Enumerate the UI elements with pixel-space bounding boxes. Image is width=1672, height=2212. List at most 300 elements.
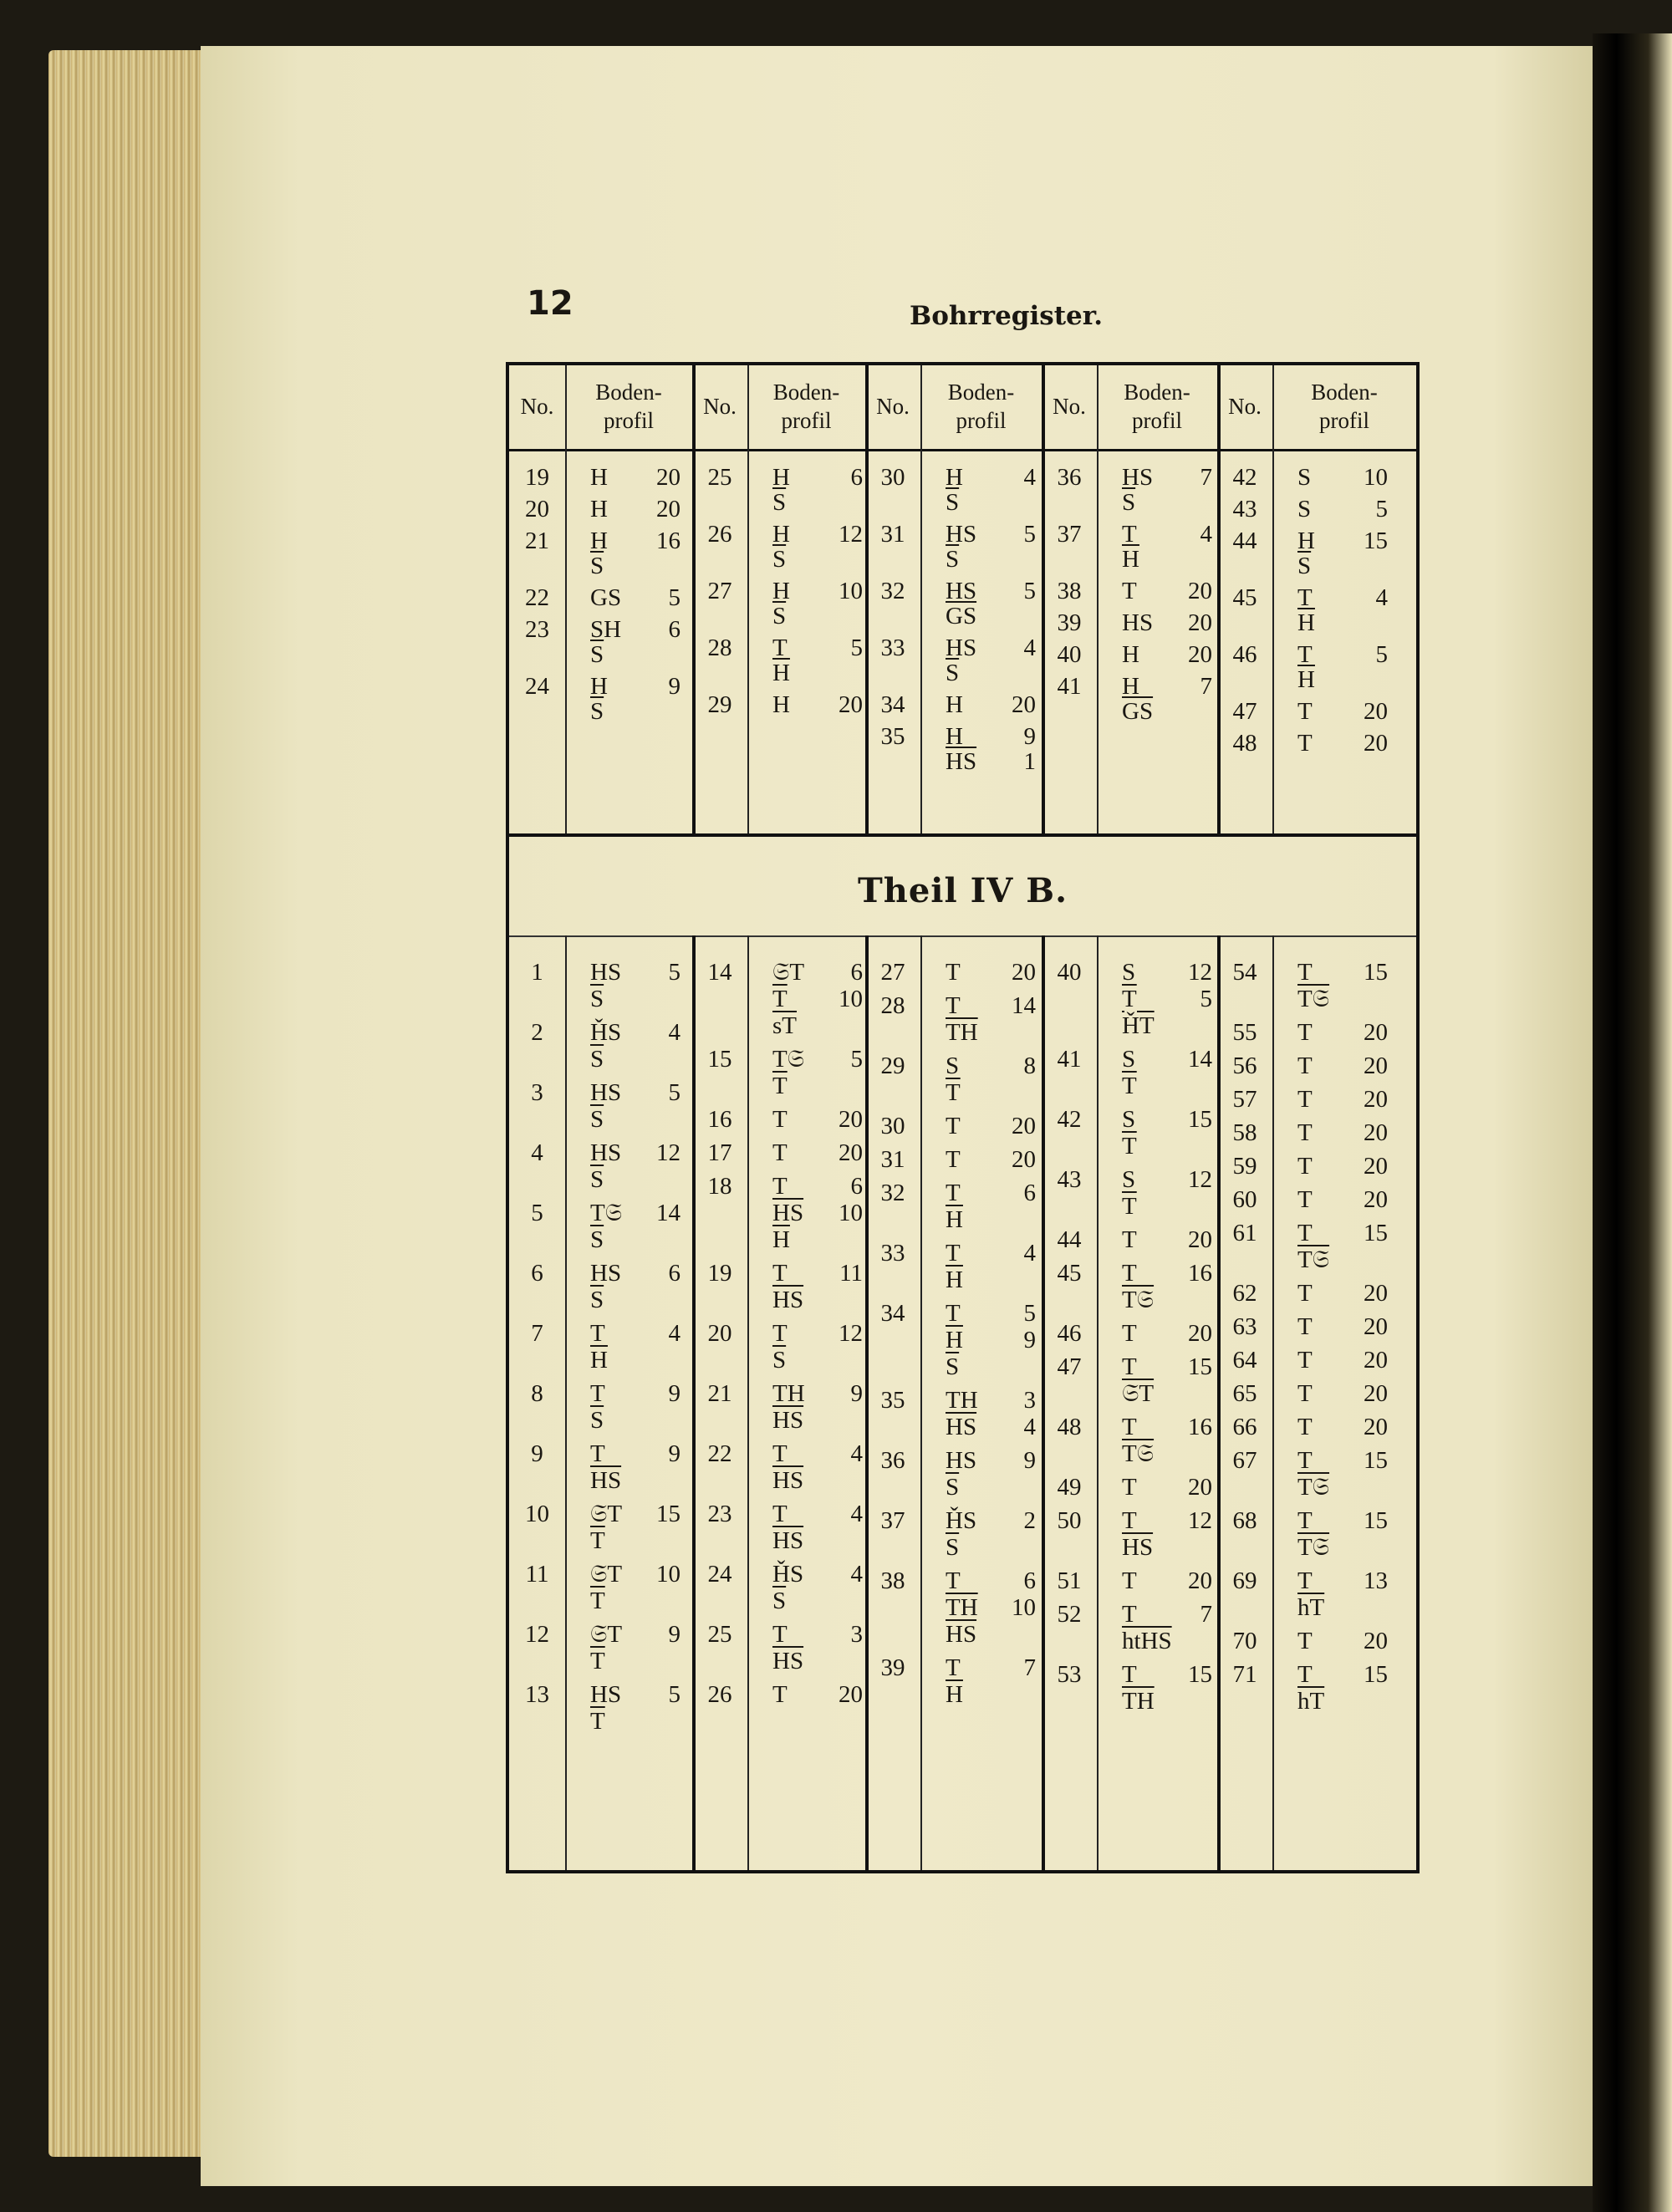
soil-depth <box>1004 1355 1036 1379</box>
soil-code: T <box>1297 1347 1313 1374</box>
soil-profile-line <box>590 1201 681 1226</box>
soil-code: $\overline{S}$ <box>772 489 787 516</box>
soil-code: T <box>1122 1414 1137 1440</box>
soil-depth: 6 <box>1023 1567 1036 1594</box>
vrule-part2-inner <box>1097 935 1099 1870</box>
soil-code: T <box>946 1240 961 1267</box>
soil-profile-line <box>946 636 1036 660</box>
soil-profile-line <box>946 1355 1036 1379</box>
entry-number: 55 <box>1232 1019 1257 1046</box>
soil-code: T <box>1122 1661 1137 1688</box>
entry-number: 15 <box>707 1046 732 1073</box>
soil-profile-line <box>1122 1228 1212 1252</box>
soil-code: $\overline{S}$ <box>590 1166 604 1193</box>
soil-code: T <box>590 1380 605 1407</box>
soil-depth: 13 <box>1364 1567 1388 1594</box>
soil-profile-line <box>946 491 1036 515</box>
entry-number: 36 <box>1057 464 1082 491</box>
soil-depth: 20 <box>1188 641 1212 668</box>
soil-code: T <box>772 1106 788 1133</box>
entry-number: 29 <box>707 691 732 718</box>
entry-number: 56 <box>1232 1052 1257 1079</box>
soil-profile-line <box>946 693 1036 717</box>
soil-code: $\overline{S}$ <box>772 1588 787 1614</box>
soil-profile-line <box>590 987 681 1012</box>
soil-code: $\overline{HS}$ <box>772 1200 804 1226</box>
soil-code: T <box>946 992 961 1019</box>
soil-profile-line <box>772 548 863 572</box>
soil-profile-line <box>1122 961 1212 985</box>
soil-depth <box>831 491 863 515</box>
soil-profile-line <box>590 497 681 522</box>
soil-depth: 16 <box>1188 1414 1212 1440</box>
entry-number: 38 <box>880 1567 905 1594</box>
entry-number: 60 <box>1232 1186 1257 1213</box>
soil-depth: 20 <box>1188 1226 1212 1253</box>
soil-profile-line <box>772 1175 863 1199</box>
soil-code: $\overline{T}$ <box>590 1588 605 1614</box>
soil-profile-line <box>1122 1261 1212 1286</box>
soil-code: $\overline{S}$ <box>946 1534 960 1561</box>
soil-code: 𝔖T <box>772 959 805 986</box>
entry-number: 3 <box>531 1079 543 1106</box>
soil-depth <box>831 548 863 572</box>
soil-profile-line <box>590 1047 681 1072</box>
entry-number: 68 <box>1232 1507 1257 1534</box>
soil-depth: 5 <box>668 1079 681 1106</box>
soil-depth: 20 <box>839 691 863 718</box>
entry-number: 17 <box>707 1139 732 1166</box>
entry-number: 31 <box>880 1146 905 1173</box>
soil-depth <box>649 643 681 667</box>
soil-profile-line <box>1297 1449 1388 1473</box>
soil-code: T <box>1297 641 1313 668</box>
entry-number: 23 <box>525 616 549 643</box>
entry-number: 34 <box>880 1300 905 1327</box>
soil-code: T𝔖 <box>1122 1287 1155 1313</box>
soil-profile-line <box>1122 466 1212 490</box>
soil-depth: 20 <box>1364 1628 1388 1654</box>
entry-number: 33 <box>880 635 905 661</box>
soil-code: T <box>1122 1226 1137 1253</box>
soil-profile-line <box>1297 1088 1388 1112</box>
soil-code: H <box>1297 528 1315 554</box>
soil-code: $\overline{S}$ <box>772 546 787 573</box>
soil-code: T𝔖 <box>590 1200 623 1226</box>
soil-profile-line <box>590 1683 681 1707</box>
soil-profile-line <box>590 529 681 553</box>
entry-number: 49 <box>1057 1474 1082 1501</box>
entry-number: 53 <box>1057 1661 1082 1688</box>
soil-code: T <box>1297 584 1313 611</box>
soil-depth: 20 <box>1364 1280 1388 1307</box>
soil-depth: 5 <box>668 959 681 986</box>
soil-code: $\overline{S}$ <box>590 1287 604 1313</box>
soil-depth <box>831 1228 863 1252</box>
entry-number: 24 <box>707 1561 732 1588</box>
soil-depth <box>831 1014 863 1038</box>
soil-depth: 15 <box>1364 1220 1388 1246</box>
soil-depth: 20 <box>1364 698 1388 725</box>
soil-profile-line <box>1297 586 1388 610</box>
vrule-part2-inner <box>565 935 567 1870</box>
soil-code: TH <box>946 1387 978 1414</box>
bohrregister-table <box>506 362 1420 1873</box>
soil-code: $\overline{H}$ <box>772 1226 790 1253</box>
soil-code: T <box>1297 1019 1313 1046</box>
soil-profile-line <box>1297 1248 1388 1272</box>
soil-code: $\overline{S}$ <box>946 660 960 686</box>
soil-profile-line <box>772 1108 863 1132</box>
soil-code: $\overline{S}$ <box>946 1474 960 1501</box>
soil-profile-line <box>1297 731 1388 756</box>
soil-depth: 20 <box>1012 1113 1036 1139</box>
soil-depth <box>649 1710 681 1734</box>
header-profil-5: Boden- profil <box>1311 380 1378 433</box>
entry-number: 31 <box>880 521 905 548</box>
soil-code: ȞS <box>946 1507 977 1534</box>
entry-number: 47 <box>1232 698 1257 725</box>
soil-depth <box>649 1348 681 1373</box>
soil-depth: 7 <box>1023 1654 1036 1681</box>
soil-depth: 20 <box>1364 1119 1388 1146</box>
soil-depth: 5 <box>850 635 863 661</box>
soil-code: T𝔖 <box>1297 1474 1330 1501</box>
soil-profile-line <box>772 1409 863 1433</box>
soil-depth <box>1356 554 1388 578</box>
soil-depth: 15 <box>1188 1353 1212 1380</box>
soil-profile-line <box>946 1208 1036 1232</box>
soil-code: ȞS <box>772 1561 804 1588</box>
soil-depth <box>831 661 863 686</box>
soil-code: $\overline{S}$ <box>590 641 604 668</box>
soil-code: HS <box>1122 609 1154 636</box>
vrule-part1-inner <box>1272 365 1274 833</box>
soil-depth <box>1356 1536 1388 1560</box>
soil-code: HS <box>590 1681 622 1708</box>
soil-profile-line <box>1297 554 1388 578</box>
soil-profile-line <box>772 1201 863 1226</box>
soil-profile-line <box>772 1623 863 1647</box>
vrule-part1-inner <box>747 365 749 833</box>
entry-number: 36 <box>880 1447 905 1474</box>
soil-depth: 2 <box>1023 1507 1036 1534</box>
soil-profile-line <box>1297 1690 1388 1714</box>
soil-code: GS <box>590 584 622 611</box>
soil-code: $\overline{T}$ <box>772 986 788 1012</box>
soil-code: $\overline{S}$ <box>590 986 604 1012</box>
soil-depth <box>1180 1442 1212 1466</box>
soil-profile-line <box>1297 466 1388 490</box>
soil-code: S <box>1122 1046 1136 1073</box>
soil-code: H <box>1122 641 1139 668</box>
soil-code: $\overline{S}$ <box>946 489 960 516</box>
soil-depth: 20 <box>1364 1186 1388 1213</box>
soil-depth <box>1180 1195 1212 1219</box>
soil-code: H <box>590 528 608 554</box>
soil-code: T <box>946 959 961 986</box>
entry-number: 23 <box>707 1501 732 1527</box>
entry-number: 9 <box>531 1440 543 1467</box>
entry-number: 27 <box>880 959 905 986</box>
entry-number: 67 <box>1232 1447 1257 1474</box>
entry-number: 58 <box>1232 1119 1257 1146</box>
soil-code: T <box>1297 1380 1313 1407</box>
soil-depth <box>649 1469 681 1493</box>
soil-profile-line <box>946 1181 1036 1205</box>
soil-depth: 5 <box>1200 986 1212 1012</box>
soil-code: $\overline{T}$ <box>1122 986 1137 1012</box>
entry-number: 54 <box>1232 959 1257 986</box>
soil-depth: 5 <box>850 1046 863 1073</box>
soil-depth: 9 <box>668 1380 681 1407</box>
soil-code: T <box>946 1567 961 1594</box>
soil-code: T𝔖 <box>1297 986 1330 1012</box>
header-no-5: No. <box>1228 394 1262 420</box>
soil-profile-line <box>1297 497 1388 522</box>
soil-code: T <box>946 1180 961 1206</box>
soil-profile-line <box>1122 1690 1212 1714</box>
soil-depth: 7 <box>1200 673 1212 700</box>
soil-code: T <box>1297 1447 1313 1474</box>
soil-profile-line <box>1297 1282 1388 1306</box>
soil-code: 𝔖T <box>590 1561 623 1588</box>
soil-depth <box>1180 548 1212 572</box>
soil-code: H <box>1122 673 1139 700</box>
soil-depth: 12 <box>839 521 863 548</box>
soil-profile-line <box>946 1114 1036 1139</box>
soil-depth: 6 <box>850 464 863 491</box>
soil-profile-line <box>1122 1168 1212 1192</box>
soil-depth: 6 <box>668 616 681 643</box>
soil-code: T <box>1122 1601 1137 1628</box>
soil-depth: 12 <box>839 1320 863 1347</box>
soil-profile-line <box>590 1322 681 1346</box>
soil-code: T <box>1297 1220 1313 1246</box>
soil-profile-line <box>590 554 681 578</box>
soil-profile-line <box>1122 987 1212 1012</box>
soil-code: H <box>946 464 963 491</box>
soil-profile-line <box>946 522 1036 547</box>
entry-number: 46 <box>1232 641 1257 668</box>
soil-profile-line <box>946 750 1036 774</box>
entry-number: 13 <box>525 1681 549 1708</box>
soil-depth <box>1180 1288 1212 1312</box>
soil-depth: 20 <box>1364 1380 1388 1407</box>
vrule-part1-inner <box>920 365 922 833</box>
soil-profile-line <box>772 987 863 1012</box>
soil-code: T <box>772 1621 788 1648</box>
soil-code: $\overline{T}$ <box>590 1648 605 1674</box>
soil-code: 𝔖T <box>1122 1380 1155 1407</box>
soil-code: ȞS <box>590 1019 622 1046</box>
soil-profile-line <box>1297 1476 1388 1500</box>
soil-profile-line <box>946 1328 1036 1353</box>
soil-depth <box>649 1649 681 1674</box>
soil-depth: 5 <box>1023 578 1036 604</box>
soil-depth: 7 <box>1200 464 1212 491</box>
soil-profile-line <box>590 1649 681 1674</box>
soil-depth: 20 <box>1188 1320 1212 1347</box>
soil-code: T <box>1297 1086 1313 1113</box>
entry-number: 1 <box>531 959 543 986</box>
soil-profile-line <box>946 994 1036 1018</box>
soil-code: T <box>1297 730 1313 757</box>
soil-code: T <box>590 1440 605 1467</box>
soil-profile-line <box>1122 1074 1212 1098</box>
soil-code: T <box>1297 698 1313 725</box>
entry-number: 45 <box>1232 584 1257 611</box>
soil-profile-line <box>1122 579 1212 604</box>
soil-code: $\overline{HS}$ <box>946 1414 977 1440</box>
soil-depth: 4 <box>1023 464 1036 491</box>
entry-number: 22 <box>707 1440 732 1467</box>
entry-number: 25 <box>707 464 732 491</box>
soil-code: $\overline{TH}$ <box>1122 1688 1155 1715</box>
entry-number: 7 <box>531 1320 543 1347</box>
entry-number: 37 <box>880 1507 905 1534</box>
soil-profile-line <box>1297 668 1388 692</box>
entry-number: 64 <box>1232 1347 1257 1374</box>
soil-profile-line <box>590 1409 681 1433</box>
soil-profile-line <box>1297 1509 1388 1533</box>
soil-depth <box>649 987 681 1012</box>
soil-profile-line <box>1122 522 1212 547</box>
soil-depth: 4 <box>1200 521 1212 548</box>
soil-code: $\overline{H}$ <box>946 1327 963 1353</box>
entry-number: 43 <box>1232 496 1257 522</box>
soil-profile-line <box>772 961 863 985</box>
soil-profile-line <box>946 1241 1036 1266</box>
soil-profile-line <box>772 522 863 547</box>
entry-number: 44 <box>1232 528 1257 554</box>
entry-number: 24 <box>525 673 549 700</box>
soil-profile-line <box>1122 1442 1212 1466</box>
section-title: Theil IV B. <box>857 871 1068 910</box>
soil-profile-line <box>1122 1569 1212 1593</box>
soil-depth <box>1004 1268 1036 1292</box>
soil-depth: 20 <box>1364 1086 1388 1113</box>
entry-number: 52 <box>1057 1601 1082 1628</box>
soil-depth <box>649 1288 681 1312</box>
soil-code: $\overline{sT}$ <box>772 1012 797 1039</box>
soil-depth: 12 <box>1188 959 1212 986</box>
entry-number: 62 <box>1232 1280 1257 1307</box>
soil-code: 𝔖T <box>590 1501 623 1527</box>
soil-profile-line <box>1122 1047 1212 1072</box>
soil-profile-line <box>772 604 863 629</box>
soil-profile-line <box>1122 611 1212 635</box>
soil-code: T <box>1122 578 1137 604</box>
soil-depth <box>1180 1074 1212 1098</box>
soil-code: $\overline{H}$ <box>946 1206 963 1233</box>
soil-profile-line <box>590 1469 681 1493</box>
soil-depth: 15 <box>1188 1106 1212 1133</box>
entry-number: 4 <box>531 1139 543 1166</box>
soil-profile-line <box>590 1141 681 1165</box>
soil-profile-line <box>772 1562 863 1587</box>
soil-code: T <box>1297 1186 1313 1213</box>
soil-code: $\overline{HS}$ <box>1122 1534 1154 1561</box>
soil-code: $\overline{H}$ <box>946 1267 963 1293</box>
soil-code: T <box>1297 1567 1313 1594</box>
soil-profile-line <box>946 548 1036 572</box>
soil-profile-line <box>1297 1188 1388 1212</box>
soil-profile-line <box>946 1683 1036 1707</box>
soil-profile-line <box>590 1589 681 1613</box>
soil-profile-line <box>1122 548 1212 572</box>
soil-profile-line <box>772 1502 863 1526</box>
soil-depth: 11 <box>839 1260 863 1287</box>
soil-code: $\overline{T}$ <box>1122 1073 1137 1099</box>
soil-profile-line <box>772 661 863 686</box>
soil-profile-line <box>590 466 681 490</box>
soil-depth <box>1356 668 1388 692</box>
entry-number: 35 <box>880 723 905 750</box>
soil-depth: 9 <box>850 1380 863 1407</box>
soil-code: H <box>590 496 608 522</box>
soil-depth <box>1004 491 1036 515</box>
soil-depth: 3 <box>1023 1387 1036 1414</box>
soil-depth: 14 <box>1012 992 1036 1019</box>
soil-profile-line <box>1297 643 1388 667</box>
soil-depth: 15 <box>1364 1447 1388 1474</box>
soil-depth <box>831 604 863 629</box>
entry-number: 41 <box>1057 1046 1082 1073</box>
soil-depth: 15 <box>1188 1661 1212 1688</box>
soil-code: S <box>1122 1106 1136 1133</box>
soil-depth: 20 <box>839 1681 863 1708</box>
entry-number: 26 <box>707 521 732 548</box>
soil-profile-line <box>1297 1663 1388 1687</box>
soil-profile-line <box>1297 529 1388 553</box>
soil-depth: 3 <box>850 1621 863 1648</box>
soil-profile-line <box>1122 1195 1212 1219</box>
soil-profile-line <box>772 1261 863 1286</box>
entry-number: 20 <box>707 1320 732 1347</box>
soil-depth <box>1180 1536 1212 1560</box>
entry-number: 42 <box>1057 1106 1082 1133</box>
soil-profile-line <box>1122 1415 1212 1440</box>
soil-code: $\overline{S}$ <box>590 1046 604 1073</box>
soil-profile-line <box>1122 1134 1212 1159</box>
soil-code: T <box>1122 1353 1137 1380</box>
soil-code: $\overline{H}$ <box>772 660 790 686</box>
header-profil-2: Boden- profil <box>772 380 840 433</box>
entry-number: 34 <box>880 691 905 718</box>
soil-code: T <box>772 1139 788 1166</box>
soil-code: $\overline{HS}$ <box>772 1527 804 1554</box>
soil-depth <box>649 554 681 578</box>
soil-depth: 5 <box>668 1681 681 1708</box>
soil-code: T <box>772 1260 788 1287</box>
soil-code: $\overline{ȞT}$ <box>1122 1012 1155 1039</box>
soil-profile-line <box>590 1562 681 1587</box>
soil-depth: 15 <box>1364 959 1388 986</box>
soil-profile-line <box>946 1268 1036 1292</box>
soil-profile-line <box>1122 1355 1212 1379</box>
soil-code: $\overline{T}$ <box>1122 1133 1137 1160</box>
header-profil-3: Boden- profil <box>947 380 1015 433</box>
soil-profile-line <box>772 636 863 660</box>
soil-depth <box>1004 1683 1036 1707</box>
soil-code: H <box>590 673 608 700</box>
soil-depth: 14 <box>1188 1046 1212 1073</box>
soil-code: $\overline{HS}$ <box>946 1621 977 1648</box>
soil-depth: 9 <box>1023 1447 1036 1474</box>
soil-code: S <box>1122 959 1136 986</box>
soil-depth: 15 <box>1364 1661 1388 1688</box>
